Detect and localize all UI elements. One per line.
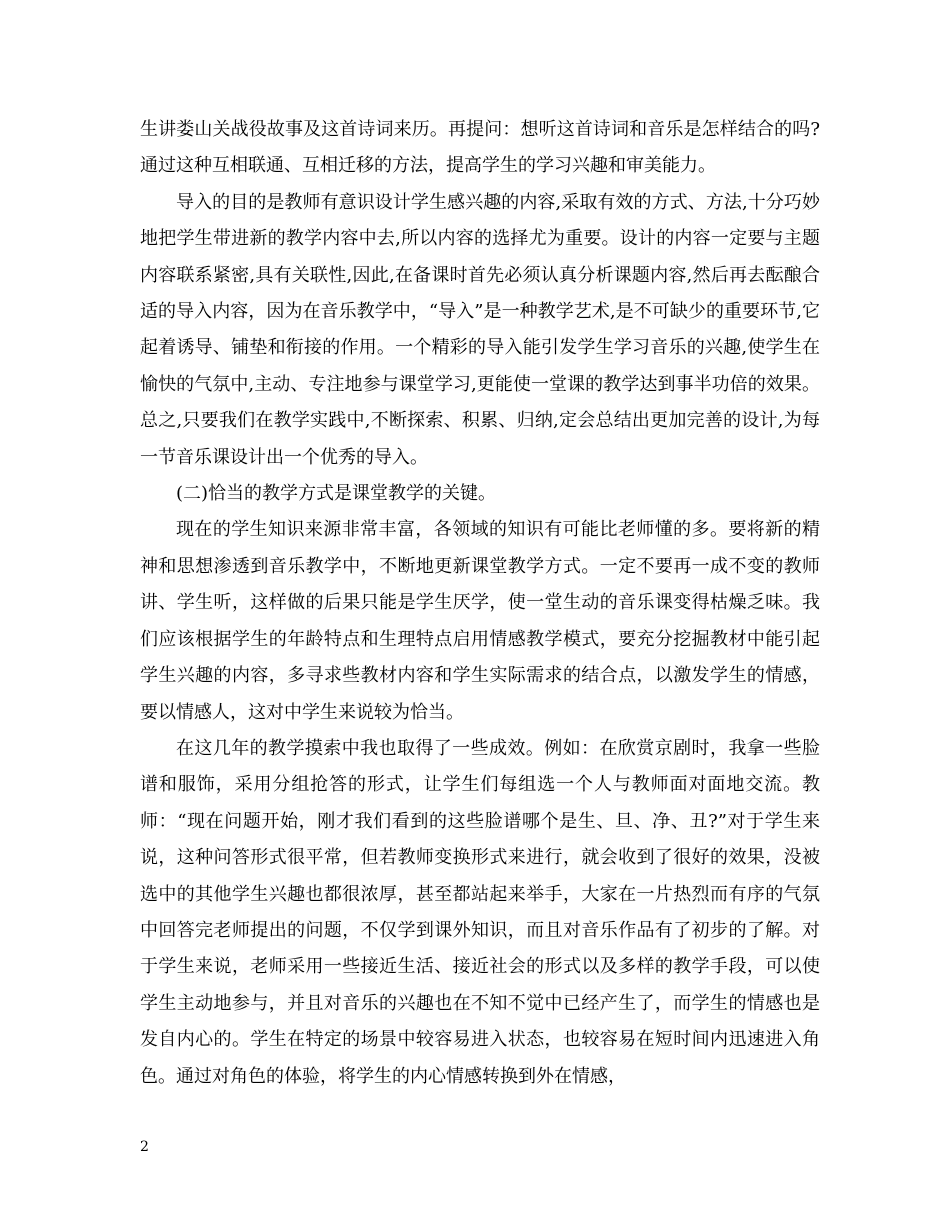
section-heading: (二)恰当的教学方式是课堂教学的关键。 [176, 483, 497, 505]
page-number: 2 [140, 1139, 149, 1155]
paragraph-introduction-purpose: 导入的目的是教师有意识设计学生感兴趣的内容,采取有效的方式、方法,十分巧妙地把学生带进新的教学内容中去,所以内容的选择尤为重要。设计的内容一定要与主题内容联系紧密,具有关联性,因此,在备课时首先必须认真分析课题内容,然后再去酝酿合适的导入内容，因为在音乐教学中，“导入”是一种教学艺术,是不可缺少的重要环节,它起着诱导、铺垫和衔接的作用。一个精彩的导入能引发学生学习音乐的兴趣,使学生在愉快的气氛中,主动、专注地参与课堂学习,更能使一堂课的教学达到事半功倍的效果。总之,只要我们在教学实践中,不断探索、积累、归纳,定会总结出更加完善的设计,为每一节音乐课设计出一个优秀的导入。 [140, 191, 821, 468]
paragraph-teaching-methods: 现在的学生知识来源非常丰富，各领域的知识有可能比老师懂的多。要将新的精神和思想渗透到音乐教学中，不断地更新课堂教学方式。一定不要再一成不变的教师讲、学生听，这样做的后果只能是学生厌学，使一堂生动的音乐课变得枯燥乏味。我们应该根据学生的年龄特点和生理特点启用情感教学模式，要充分挖掘教材中能引起学生兴趣的内容，多寻求些教材内容和学生实际需求的结合点，以激发学生的情感，要以情感人，这对中学生来说较为恰当。 [140, 519, 820, 723]
paragraph-continuation: 生讲娄山关战役故事及这首诗词来历。再提问：想听这首诗词和音乐是怎样结合的吗?通过这种互相联通、互相迁移的方法，提高学生的学习兴趣和审美能力。 [140, 119, 820, 177]
paragraph-teaching-example: 在这几年的教学摸索中我也取得了一些成效。例如：在欣赏京剧时，我拿一些脸谱和服饰，采用分组抢答的形式，让学生们每组选一个人与教师面对面地交流。教师：“现在问题开始，刚才我们看到的这些脸谱哪个是生、旦、净、丑?”对于学生来说，这种问答形式很平常，但若教师变换形式来进行，就会收到了很好的效果，没被选中的其他学生兴趣也都很浓厚，甚至都站起来举手，大家在一片热烈而有序的气氛中回答完老师提出的问题，不仅学到课外知识，而且对音乐作品有了初步的了解。对于学生来说，老师采用一些接近生活、接近社会的形式以及多样的教学手段，可以使学生主动地参与，并且对音乐的兴趣也在不知不觉中已经产生了，而学生的情感也是发自内心的。学生在特定的场景中较容易进入状态，也较容易在短时间内迅速进入角色。通过对角色的体验，将学生的内心情感转换到外在情感， [140, 737, 820, 1087]
body-text [140, 112, 820, 1095]
